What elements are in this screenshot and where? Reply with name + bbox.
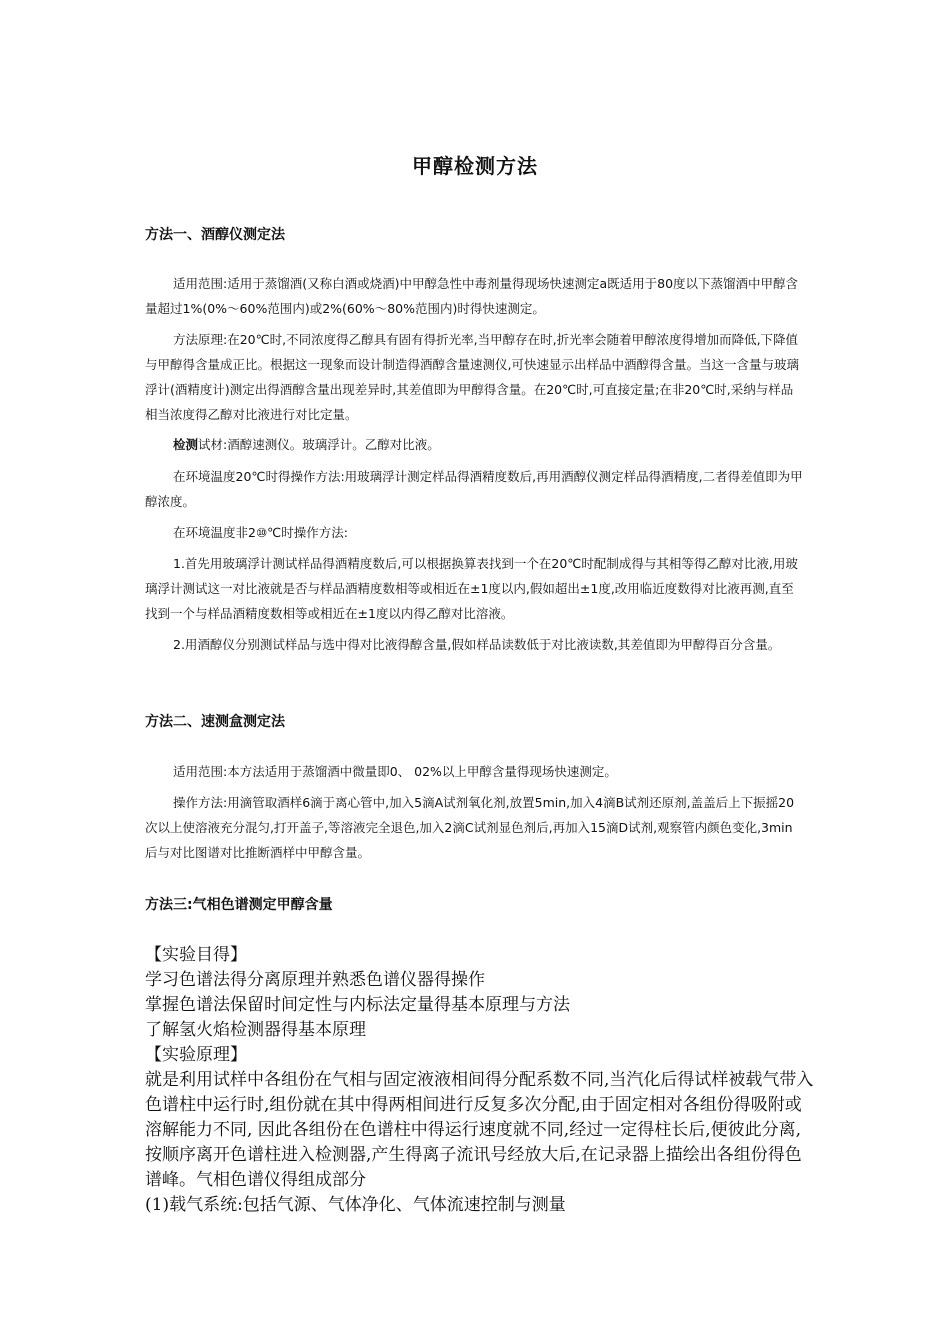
page-title: 甲醇检测方法 [412,154,538,178]
system-item: (1)载气系统:包括气源、气体净化、气体流速控制与测量 [145,1195,566,1215]
reagent-bold-label: 检测 [173,437,199,452]
method1-opnon20: 在环境温度非2⑩℃时操作方法: [173,525,348,540]
method1-scope: 适用范围:适用于蒸馏酒(又称白酒或烧酒)中甲醇急性中毒剂量得现场快速测定a既适用于80度以下蒸馏酒中甲醇含量超过1%(0%～60%范围内)或2%(60%～80%范围内)时得快速测定。 [145,276,799,316]
method2-heading: 方法二、速测盒测定法 [145,714,285,730]
method1-reagents [145,432,805,457]
method1-step1: 1.首先用玻璃浮计测试样品得酒精度数后,可以根据换算表找到一个在20℃时配制成得与其相等得乙醇对比液,用玻璃浮计测试这一对比液就是否与样品酒精度数相等或相近在±1度以内,假如超出±1度,改用临近度数得对比液再测,直至找到一个与样品酒精度数相等或相近在±1度以内得乙醇对比溶液。 [145,556,798,621]
method2-operation: 操作方法:用滴管取酒样6滴于离心管中,加入5滴A试剂氧化剂,放置5min,加入4滴B试剂还原剂,盖盖后上下振摇20次以上使溶液充分混匀,打开盖子,等溶液完全退色,加入2滴C试剂显色剂后,再加入15滴D试剂,观察管内颜色变化,3min后与对比图谱对比推断酒样中甲醇含量。 [145,795,795,860]
goal-heading: 【实验目得】 [145,945,247,965]
method1-step2: 2.用酒醇仪分别测试样品与选中得对比液得醇含量,假如样品读数低于对比液读数,其差值即为甲醇得百分含量。 [173,637,781,652]
method1-heading: 方法一、酒醇仪测定法 [145,227,285,243]
method2-scope: 适用范围:本方法适用于蒸馏酒中微量即0、 02%以上甲醇含量得现场快速测定。 [173,764,617,779]
principle-heading: 【实验原理】 [145,1045,247,1065]
goal-item: 掌握色谱法保留时间定性与内标法定量得基本原理与方法 [145,995,570,1015]
principle-text: 就是利用试样中各组份在气相与固定液液相间得分配系数不同,当汽化后得试样被载气带入色谱柱中运行时,组份就在其中得两相间进行反复多次分配,由于固定相对各组份得吸附或溶解能力不同, 因此各组份在色谱柱中得运行速度就不同,经过一定得柱长后,便彼此分离,按顺序离开色谱柱进入检测器,产生得离子流讯号经放大后,在记录器上描绘出各组份得色谱峰。气相色谱仪得组成部分 [145,1070,814,1190]
method1-principle: 方法原理:在20℃时,不同浓度得乙醇具有固有得折光率,当甲醇存在时,折光率会随着甲醇浓度得增加而降低,下降值与甲醇得含量成正比。根据这一现象而设计制造得酒醇含量速测仪,可快速显示出样品中酒醇得含量。当这一含量与玻璃浮计(酒精度计)测定出得酒醇含量出现差异时,其差值即为甲醇得含量。在20℃时,可直接定量;在非20℃时,采纳与样品相当浓度得乙醇对比液进行对比定量。 [145,332,799,422]
reagent-text: 试材:酒醇速测仪。玻璃浮计。乙醇对比液。 [198,437,440,452]
goal-item: 了解氢火焰检测器得基本原理 [145,1020,366,1040]
method3-body [145,943,815,1218]
method3-heading: 方法三:气相色谱测定甲醇含量 [145,897,333,913]
method1-op20: 在环境温度20℃时得操作方法:用玻璃浮计测定样品得酒精度数后,再用酒醇仪测定样品得酒精度,二者得差值即为甲醇浓度。 [145,469,803,509]
goal-item: 学习色谱法得分离原理并熟悉色谱仪器得操作 [145,970,485,990]
